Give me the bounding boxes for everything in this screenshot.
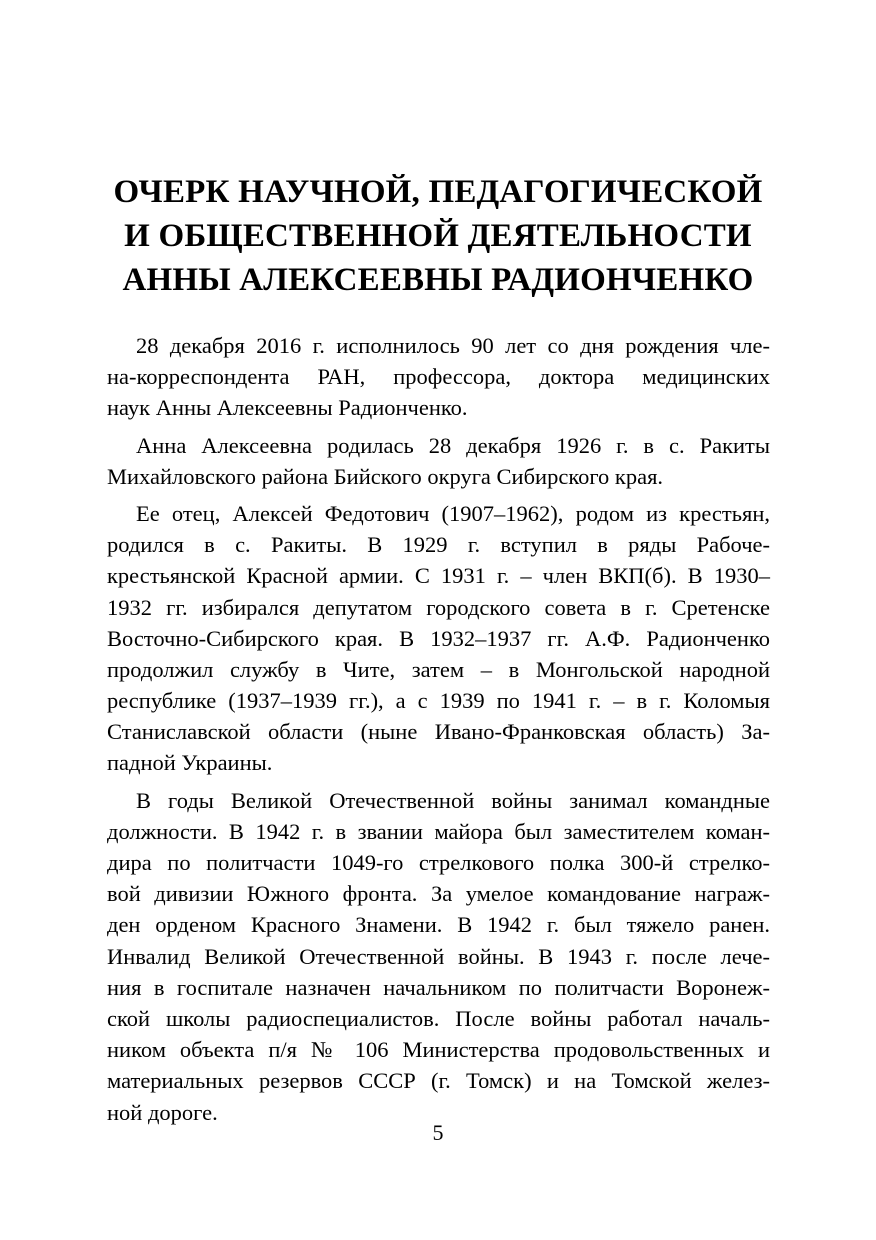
paragraph	[107, 430, 770, 492]
text-line: на-корреспондента РАН, профессора, доктора медицинских	[107, 364, 770, 390]
text-line: родился в с. Ракиты. В 1929 г. вступил в ряды Рабоче-	[107, 532, 770, 558]
text-line: Анна Алексеевна родилась 28 декабря 1926 г. в с. Ракиты	[136, 432, 770, 458]
text-line: должности. В 1942 г. в звании майора был заместителем коман-	[107, 818, 770, 844]
text-line: 28 декабря 2016 г. исполнилось 90 лет со дня рождения чле-	[136, 333, 770, 358]
text-line: продолжил службу в Чите, затем – в Монгольской народной	[107, 656, 770, 682]
chapter-title	[100, 170, 776, 302]
paragraph	[107, 330, 770, 424]
title-line: И ОБЩЕСТВЕННОЙ ДЕЯТЕЛЬНОСТИ	[124, 218, 752, 254]
text-line: дира по политчасти 1049-го стрелкового полка 300-й стрелко-	[107, 850, 770, 875]
title-line: АННЫ АЛЕКСЕЕВНЫ РАДИОНЧЕНКО	[122, 262, 754, 298]
paragraph	[107, 785, 770, 1128]
body-text	[107, 330, 770, 1134]
text-line: падной Украины.	[107, 750, 273, 776]
text-line: 1932 гг. избирался депутатом городского совета в г. Сретенске	[107, 594, 770, 620]
text-line: вой дивизии Южного фронта. За умелое командование награж-	[107, 881, 770, 907]
text-line: ником объекта п/я № 106 Министерства продовольственных и	[107, 1037, 770, 1063]
text-line: Ее отец, Алексей Федотович (1907–1962), родом из крестьян,	[136, 500, 770, 526]
text-line: крестьянской Красной армии. С 1931 г. – член ВКП(б). В 1930–	[107, 563, 770, 589]
title-line: ОЧЕРК НАУЧНОЙ, ПЕДАГОГИЧЕСКОЙ	[113, 174, 763, 210]
text-line: республике (1937–1939 гг.), а с 1939 по 1941 г. – в г. Коломыя	[107, 688, 770, 714]
page-number: 5	[432, 1120, 444, 1145]
text-line: В годы Великой Отечественной войны занимал командные	[136, 787, 770, 813]
text-line: ден орденом Красного Знамени. В 1942 г. был тяжело ранен.	[107, 912, 770, 938]
text-line: Восточно-Сибирского края. В 1932–1937 гг. А.Ф. Радионченко	[107, 625, 770, 651]
text-line: материальных резервов СССР (г. Томск) и на Томской желез-	[107, 1068, 770, 1094]
text-line: ния в госпитале назначен начальником по политчасти Воронеж-	[107, 974, 770, 1000]
text-line: ской школы радиоспециалистов. После войны работал началь-	[107, 1005, 770, 1031]
text-line: Станиславской области (ныне Ивано-Франковская область) За-	[107, 719, 770, 745]
text-line: наук Анны Алексеевны Радионченко.	[107, 395, 468, 421]
paragraph	[107, 498, 770, 779]
text-line: Инвалид Великой Отечественной войны. В 1943 г. после лече-	[107, 943, 770, 969]
text-line: ной дороге.	[107, 1099, 218, 1125]
text-line: Михайловского района Бийского округа Сибирского края.	[107, 463, 664, 489]
